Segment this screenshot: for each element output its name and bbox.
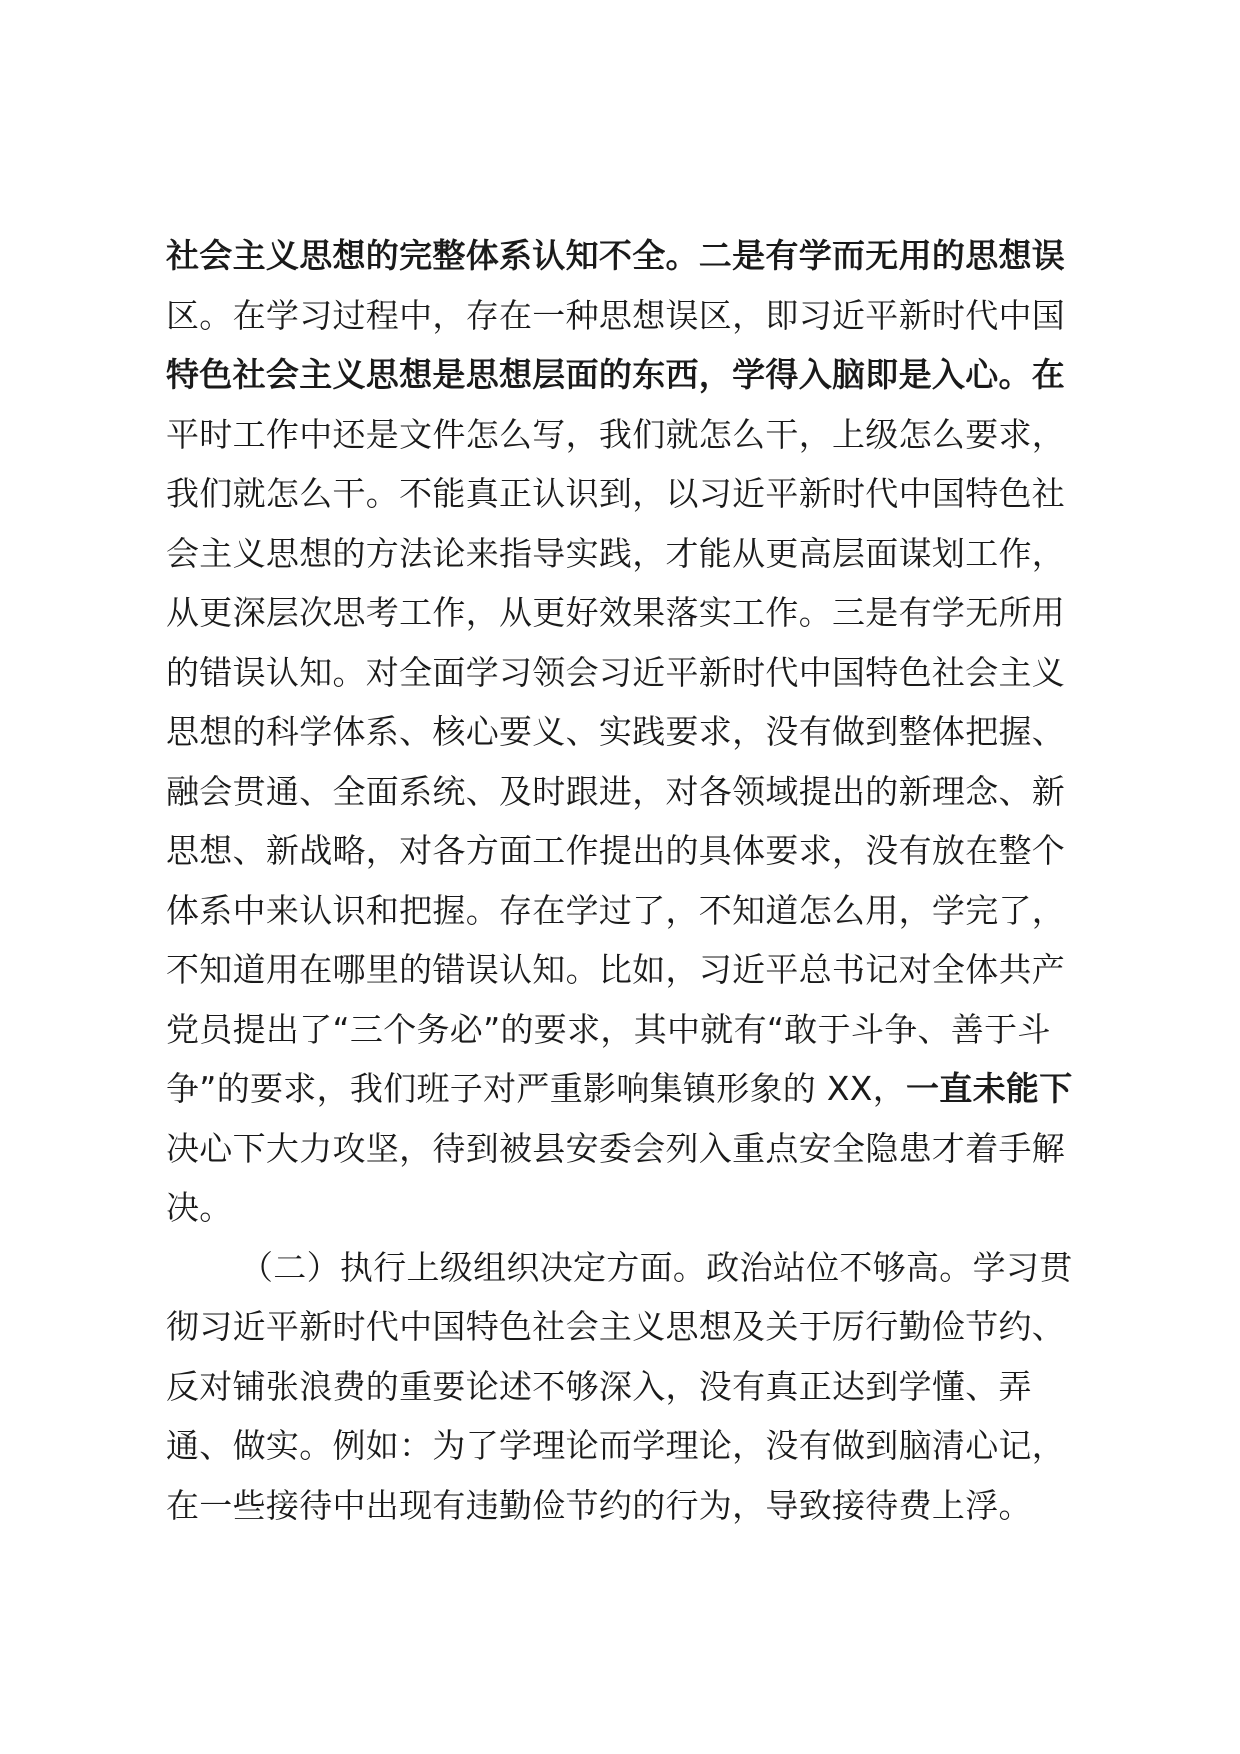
- text-segment: 从更深层次思考工作，从更好效果落实工作。三是有学无所用: [166, 593, 1066, 632]
- text-line: [166, 226, 1086, 286]
- text-line: [166, 583, 1086, 643]
- text-segment: 在一些接待中出现有违勤俭节约的行为，导致接待费上浮。: [166, 1485, 1032, 1525]
- text-line: [166, 345, 1086, 405]
- section-heading-line: [166, 1238, 1086, 1298]
- text-segment: 通、做实。例如：为了学理论而学理论，没有做到脑清心记，: [166, 1426, 1066, 1465]
- text-segment: 不知道用在哪里的错误认知。比如，习近平总书记对全体共产: [166, 950, 1066, 989]
- text-segment: 反对铺张浪费的重要论述不够深入，没有真正达到学懂、弄: [166, 1366, 1032, 1406]
- text-segment: 社会主义思想的完整体系认知不全。二是有学而无用的思想误: [166, 236, 1066, 275]
- text-segment: 决心下大力攻坚，待到被县安委会列入重点安全隐患才着手解: [166, 1128, 1066, 1168]
- text-line: [166, 464, 1086, 524]
- text-line: [166, 1476, 1086, 1536]
- text-segment: 决。: [166, 1188, 233, 1227]
- document-body: [166, 226, 1086, 1535]
- text-line: [166, 524, 1086, 584]
- text-line: [166, 1357, 1086, 1417]
- text-line: [166, 286, 1086, 346]
- text-line: [166, 1119, 1086, 1179]
- text-line: [166, 1178, 1086, 1238]
- text-segment: 区。在学习过程中，存在一种思想误区，即习近平新时代中国: [166, 295, 1066, 335]
- text-line: [166, 1000, 1086, 1060]
- text-segment: 平时工作中还是文件怎么写，我们就怎么干，上级怎么要求，: [166, 414, 1066, 454]
- text-segment: 争”的要求，我们班子对严重影响集镇形象的 XX，: [166, 1069, 906, 1108]
- text-segment: 党员提出了“三个务必”的要求，其中就有“敢于斗争、善于斗: [166, 1009, 1051, 1049]
- text-line: [166, 1297, 1086, 1357]
- text-segment: 思想、新战略，对各方面工作提出的具体要求，没有放在整个: [166, 831, 1066, 870]
- text-segment: 融会贯通、全面系统、及时跟进，对各领域提出的新理念、新: [166, 771, 1066, 811]
- text-segment: 一直未能下: [906, 1069, 1073, 1108]
- text-line: [166, 702, 1086, 762]
- text-segment: 思想的科学体系、核心要义、实践要求，没有做到整体把握、: [166, 712, 1066, 751]
- text-line: [166, 881, 1086, 941]
- text-line: [166, 940, 1086, 1000]
- text-line: [166, 762, 1086, 822]
- text-line: [166, 405, 1086, 465]
- text-segment: （二）执行上级组织决定方面。政治站位不够高。学习贯: [240, 1247, 1073, 1287]
- text-segment: 特色社会主义思想是思想层面的东西，学得入脑即是入心。在: [166, 355, 1066, 394]
- text-segment: 体系中来认识和把握。存在学过了，不知道怎么用，学完了，: [166, 890, 1066, 930]
- text-segment: 会主义思想的方法论来指导实践，才能从更高层面谋划工作，: [166, 533, 1066, 573]
- text-line: [166, 1059, 1086, 1119]
- text-line: [166, 1416, 1086, 1476]
- text-segment: 彻习近平新时代中国特色社会主义思想及关于厉行勤俭节约、: [166, 1307, 1066, 1346]
- text-line: [166, 643, 1086, 703]
- text-segment: 的错误认知。对全面学习领会习近平新时代中国特色社会主义: [166, 652, 1066, 692]
- text-segment: 我们就怎么干。不能真正认识到，以习近平新时代中国特色社: [166, 474, 1066, 513]
- text-line: [166, 821, 1086, 881]
